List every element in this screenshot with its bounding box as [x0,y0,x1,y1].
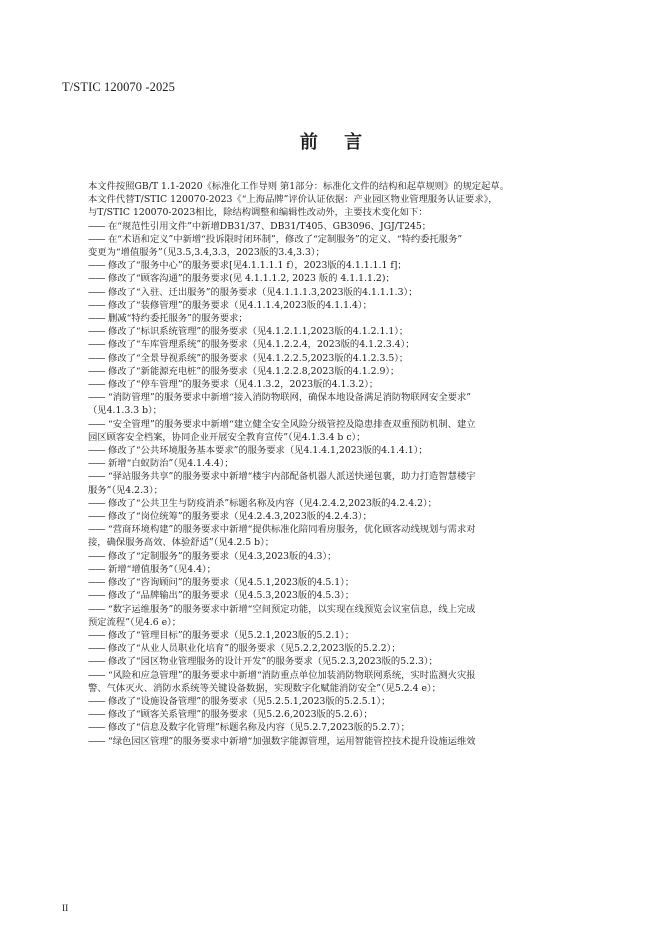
change-list-item [88,523,612,549]
change-text: 修改了“园区物业管理服务的设计开发”的服务要求（见5.2.3,2023版的5.2.3）； [108,656,438,668]
change-text-continued: 警、气体灭火、消防水系统等关键设备数据，实现数字化赋能消防安全”（见5.2.4 e）； [88,682,441,694]
change-list-item [88,563,612,576]
list-dash: —— [88,695,105,707]
list-dash: —— [88,365,105,377]
list-dash: —— [88,286,105,298]
list-dash: —— [88,563,105,575]
list-dash: —— [88,643,105,655]
change-list-item [88,457,612,470]
list-dash: —— [88,299,105,311]
change-text-continued: （见4.1.3.3 b）； [88,405,162,417]
list-dash: —— [88,550,105,562]
list-dash: —— [88,656,105,668]
change-list-item [88,220,612,233]
change-list-item [88,550,612,563]
change-list-item [88,497,612,510]
change-list-item [88,391,612,417]
list-dash: —— [88,392,105,404]
list-dash: —— [88,352,105,364]
changes-list [88,220,612,748]
change-list-item [88,629,612,642]
change-list-item [88,325,612,338]
change-list-item [88,365,612,378]
list-dash: —— [88,260,105,272]
intro-line: 本文件按照GB/T 1.1-2020《标准化工作导则 第1部分：标准化文件的结构和起草规则》的规定起草。 [88,181,509,192]
change-text-continued: 服务”（见4.2.3）； [88,484,163,496]
change-text: 修改了“品牌输出”的服务要求（见4.5.3,2023版的4.5.3）； [108,590,355,602]
change-text: 修改了“岗位统筹”的服务要求（见4.2.4.3,2023版的4.2.4.3）； [108,511,372,523]
change-text: 修改了“新能源充电桩”的服务要求（见4.1.2.2.8,2023版的4.1.2.9）； [108,365,400,377]
change-text: 修改了“公共环境服务基本要求”的服务要求（见4.1.4.1,2023版的4.1.4.1）； [108,445,428,457]
change-text: 修改了“顾客沟通”的服务要求(见 4.1.1.1.2, 2023 版的 4.1.1.1.2)； [108,273,395,285]
change-text: “绿色园区管理”的服务要求中新增“加强数字能源管理，运用智能管控技术提升设施运维效 [108,735,476,747]
list-dash: —— [88,577,105,589]
document-code: T/STIC 120070 -2025 [62,80,176,94]
change-text: 新增“白蚁防治”（见4.1.4.4）； [108,458,234,470]
list-dash: —— [88,524,105,536]
change-list-item [88,299,612,312]
change-text: 修改了“车库管理系统”的服务要求（见4.1.2.2.4，2023版的4.1.2.3.4）； [108,339,415,351]
list-dash: —— [88,511,105,523]
list-dash: —— [88,339,105,351]
list-dash: —— [88,220,105,232]
change-text: “营商环境构建”的服务要求中新增“提供标准化陪同看房服务，优化顾客动线规划与需求对 [108,524,476,536]
change-text: 修改了“服务中心”的服务要求[见4.1.1.1.1 f），2023版的4.1.1.1.1 f]； [108,260,407,272]
change-list-item [88,589,612,602]
list-dash: —— [88,233,105,245]
list-dash: —— [88,458,105,470]
list-dash: —— [88,471,105,483]
list-dash: —— [88,709,105,721]
change-text: 修改了“从业人员职业化培育”的服务要求（见5.2.2,2023版的5.2.2）； [108,643,401,655]
list-dash: —— [88,326,105,338]
change-text: 修改了“咨询顾问”的服务要求（见4.5.1,2023版的4.5.1）； [108,577,355,589]
list-dash: —— [88,603,105,615]
change-text: 修改了“定制服务”的服务要求（见4.3,2023版的4.3）； [108,550,337,562]
change-text-continued: 接，确保服务高效、体验舒适”（见4.2.5 b）； [88,537,275,549]
change-list-item [88,510,612,523]
change-list-item [88,233,612,259]
document-body [88,180,612,748]
change-list-item [88,378,612,391]
change-text: 在“规范性引用文件”中新增DB31/37、DB31/T405、GB3096、JGJ/T245； [108,220,432,232]
change-text: 修改了“入驻、迁出服务”的服务要求（见4.1.1.1.3,2023版的4.1.1.1.3）； [108,286,418,298]
change-list-item [88,669,612,695]
intro-paragraph [88,180,612,220]
change-list-item [88,444,612,457]
list-dash: —— [88,590,105,602]
change-list-item [88,312,612,325]
change-list-item [88,352,612,365]
change-list-item [88,259,612,272]
list-dash: —— [88,735,105,747]
change-text: “消防管理”的服务要求中新增“接入消防物联网，确保本地设备满足消防物联网安全要求” [108,392,471,404]
list-dash: —— [88,379,105,391]
change-list-item [88,735,612,748]
intro-line: 与T/STIC 120070-2023相比，除结构调整和编辑性改动外，主要技术变化如下： [88,207,428,219]
change-text: 修改了“装修管理”的服务要求（见4.1.1.4,2023版的4.1.1.4）； [108,299,372,311]
list-dash: —— [88,418,105,430]
change-list-item [88,272,612,285]
change-list-item [88,418,612,444]
page-title: 前 言 [299,132,373,153]
change-text: 修改了“全景导视系统”的服务要求（见4.1.2.2.5,2023版的4.1.2.3.5）； [108,352,409,364]
change-text: 在“术语和定义”中新增“投诉限时闭环制”，修改了“定制服务”的定义、“特约委托服务” [108,233,463,245]
change-list-item [88,286,612,299]
change-list-item [88,603,612,629]
change-text: 修改了“公共卫生与防疫消杀”标题名称及内容（见4.2.4.2,2023版的4.2.4.2）； [108,497,437,509]
change-text-continued: 变更为“增值服务”（见3.5,3.4,3.3，2023版的3.4,3.3）； [88,247,325,259]
change-text: “数字运维服务”的服务要求中新增“空间预定功能，以实现在线预览会议室信息，线上完成 [108,603,476,615]
change-text: 删减“特约委托服务”的服务要求； [108,313,248,325]
change-text: 修改了“顾客关系管理”的服务要求（见5.2.6,2023版的5.2.6）； [108,709,373,721]
list-dash: —— [88,313,105,325]
change-text: 新增“增值服务”（见4.4）； [108,563,216,575]
list-dash: —— [88,629,105,641]
change-list-item [88,338,612,351]
list-dash: —— [88,445,105,457]
change-list-item [88,470,612,496]
list-dash: —— [88,273,105,285]
change-text: 修改了“设施设备管理”的服务要求（见5.2.5.1,2023版的5.2.5.1）； [108,695,391,707]
change-list-item [88,642,612,655]
change-text-continued: 园区顾客安全档案，协同企业开展安全教育宣传”（见4.1.3.4 b c）； [88,431,366,443]
change-list-item [88,721,612,734]
list-dash: —— [88,497,105,509]
change-list-item [88,708,612,721]
change-list-item [88,576,612,589]
change-list-item [88,695,612,708]
change-text: “安全管理”的服务要求中新增“建立健全安全风险分级管控及隐患排查双重预防机制、建立 [108,418,476,430]
change-text: “风险和应急管理”的服务要求中新增“消防重点单位加装消防物联网系统，实时监测火灾报 [108,669,476,681]
list-dash: —— [88,669,105,681]
change-text: 修改了“信息及数字化管理”标题名称及内容（见5.2.7,2023版的5.2.7）； [108,722,410,734]
change-text-continued: 预定流程”（见4.6 e）； [88,616,182,628]
list-dash: —— [88,722,105,734]
page-number: II [62,904,69,914]
change-text: “驿站服务共享”的服务要求中新增“楼宇内部配备机器人派送快递包裹，助力打造智慧楼宇 [108,471,476,483]
change-list-item [88,655,612,668]
change-text: 修改了“管理目标”的服务要求（见5.2.1,2023版的5.2.1）； [108,629,355,641]
change-text: 修改了“停车管理”的服务要求（见4.1.3.2，2023版的4.1.3.2）； [108,379,379,391]
change-text: 修改了“标识系统管理”的服务要求（见4.1.2.1.1,2023版的4.1.2.1.1）； [108,326,409,338]
intro-line: 本文件代替T/STIC 120070-2023《“上海品牌”评价认证依据：产业园区物业管理服务认证要求》， [88,194,498,206]
